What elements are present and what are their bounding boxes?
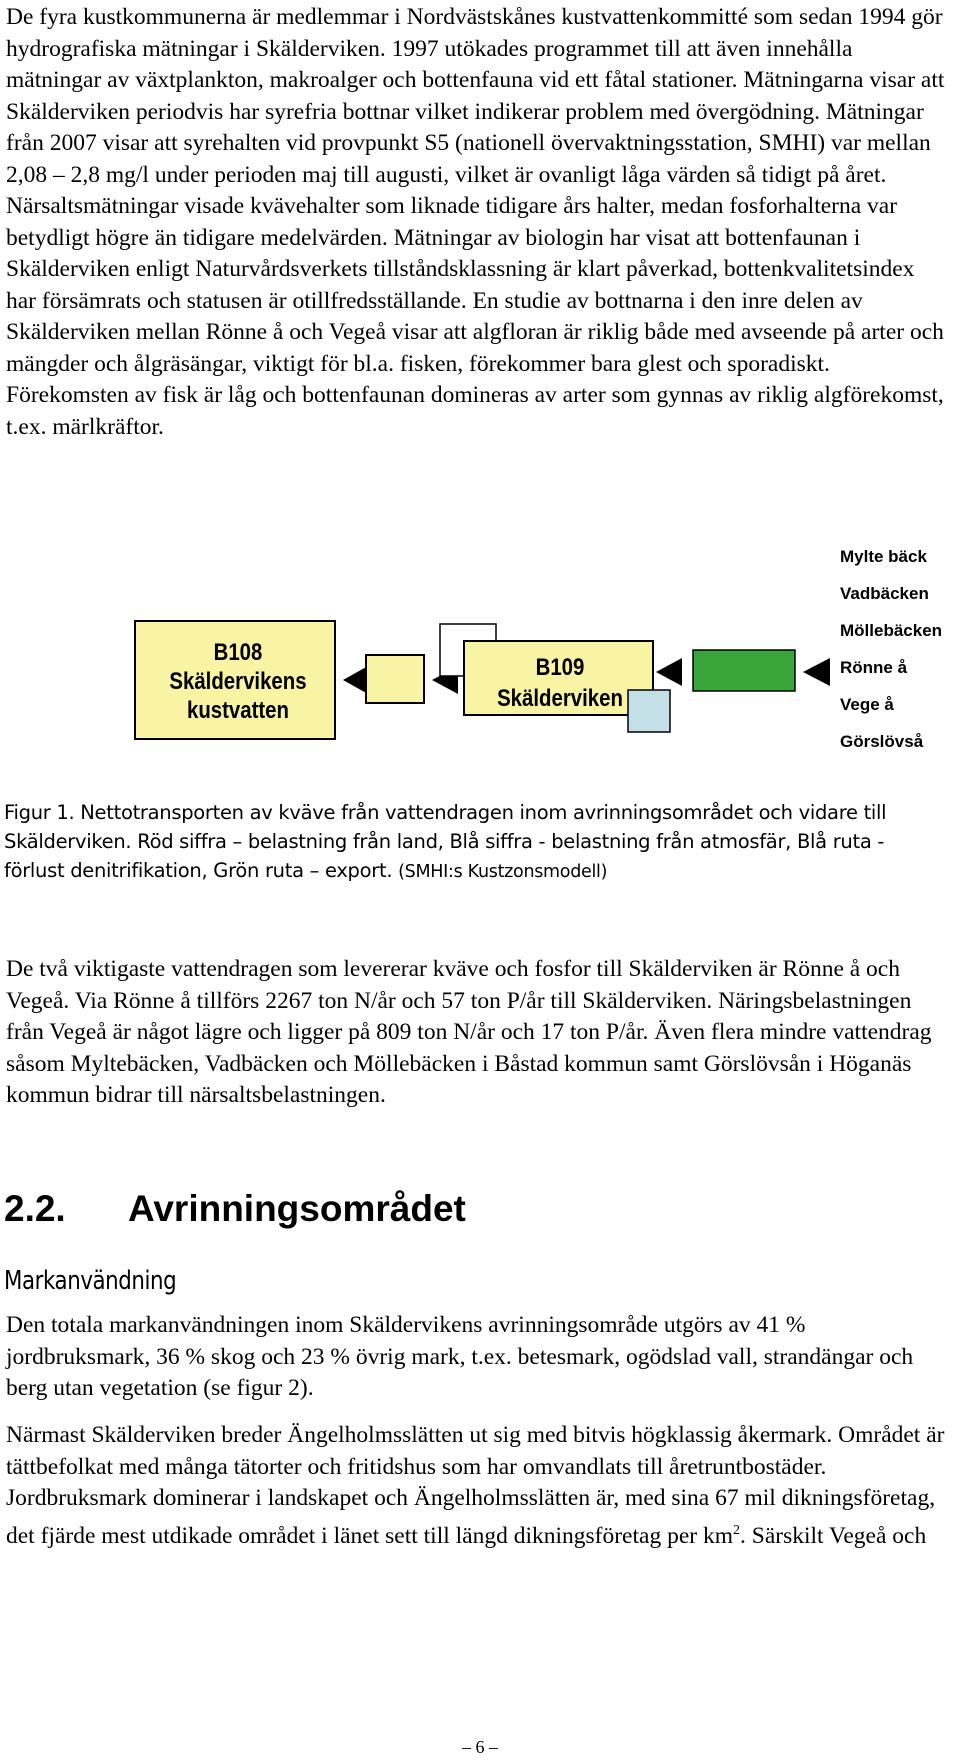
river-label: Vadbäcken [840,584,929,603]
river-label: Möllebäcken [840,621,943,640]
box-b108-line3: kustvatten [186,696,290,724]
box-b109-line2: Skälderviken [497,684,623,712]
river-label: Mylte bäck [840,547,927,566]
river-label: Rönne å [840,658,908,677]
arrow-to-plc [803,658,830,686]
page-number: – 6 – [462,1737,498,1757]
caption-reference: (SMHI:s Kustzonsmodell) [398,862,608,882]
box-b108-line1: B108 [213,638,263,666]
arrow-to-b108 [343,666,368,694]
plc-box [693,650,795,691]
box-b109-line1: B109 [535,653,585,681]
transport-box [366,655,424,703]
section-number: 2.2. [4,1188,66,1229]
box-b108-line2: Skäldervikens [169,667,307,695]
paragraph-angelholm-end: . Särskilt Vegeå och [740,1522,927,1549]
paragraph-angelholm [6,1420,950,1552]
superscript-2: 2 [733,1522,740,1538]
paragraph-land-use: Den totala markanvändningen inom Skäldervikens avrinningsområde utgörs av 41 % jordbruksmark, 36 % skog och 23 % övrig mark, t.ex. betesmark, ogödslad vall, strandängar och berg utan vegetation (se figur 2). [6,1312,914,1401]
river-label: Görslövså [840,732,924,751]
nitrogen-transport-diagram [0,535,960,775]
section-title: Avrinningsområdet [128,1188,466,1229]
paragraph-rivers: De två viktigaste vattendragen som levererar kväve och fosfor till Skälderviken är Rönne å och Vegeå. Via Rönne å tillförs 2267 ton N/år och 57 ton P/år till Skälderviken. Näringsbelastningen från Vegeå är något lägre och ligger på 809 ton N/år och 17 ton P/år. Även flera mindre vattendrag såsom Myltebäcken, Vadbäcken och Möllebäcken i Båstad kommun samt Görslövsån i Höganäs kommun bidrar till närsaltsbelastningen. [6,956,932,1108]
denitrification-box [628,690,670,732]
paragraph-angelholm-main: Närmast Skälderviken breder Ängelholmsslätten ut sig med bitvis högklassig åkermark. Området är tättbefolkat med många tätorter och fritidshus som har omvandlats till åretruntbostäder. Jordbruksmark dominerar i landskapet och Ängelholmsslätten är, med sina 67 mil dikningsföretag, det fjärde mest utdikade området i länet sett till längd dikningsföretag per km [6,1422,945,1549]
arrow-to-b109 [656,658,682,686]
subheading-markanvandning: Markanvändning [4,1266,177,1296]
section-heading [4,1188,466,1230]
figure-caption [4,798,944,887]
river-label: Vege å [840,695,894,714]
paragraph-intro: De fyra kustkommunerna är medlemmar i Nordvästskånes kustvattenkommitté som sedan 1994 gör hydrografiska mätningar i Skälderviken. 1997 utökades programmet till att även innehålla mätningar av växtplankton, makroalger och bottenfauna vid ett fåtal stationer. Mätningarna visar att Skälderviken periodvis har syrefria bottnar vilket indikerar problem med övergödning. Mätningar från 2007 visar att syrehalten vid provpunkt S5 (nationell övervaktningsstation, SMHI) var mellan 2,08 – 2,8 mg/l under perioden maj till augusti, vilket är ovanligt låga värden så tidigt på året. Närsaltsmätningar visade kvävehalter som liknade tidigare års halter, medan fosforhalterna var betydligt högre än tidigare medelvärden. Mätningar av biologin har visat att bottenfaunan i Skälderviken enligt Naturvårdsverkets tillståndsklassning är klart påverkad, bottenkvalitetsindex har försämrats och statusen är otillfredsställande. En studie av bottnarna i den inre delen av Skälderviken mellan Rönne å och Vegeå visar att algfloran är riklig både med avseende på arter och mängder och ålgräsängar, viktigt för bl.a. fisken, förekommer bara glest och sporadiskt. Förekomsten av fisk är låg och bottenfaunan domineras av arter som gynnas av riklig algförekomst, t.ex. märlkräftor. [6,4,945,440]
caption-main: Figur 1. Nettotransporten av kväve från vattendragen inom avrinningsområdet och vidare till Skälderviken. Röd siffra – belastning från land, Blå siffra - belastning från atmosfär, Blå ruta - förlust denitrifikation, Grön ruta – export. [4,801,887,882]
